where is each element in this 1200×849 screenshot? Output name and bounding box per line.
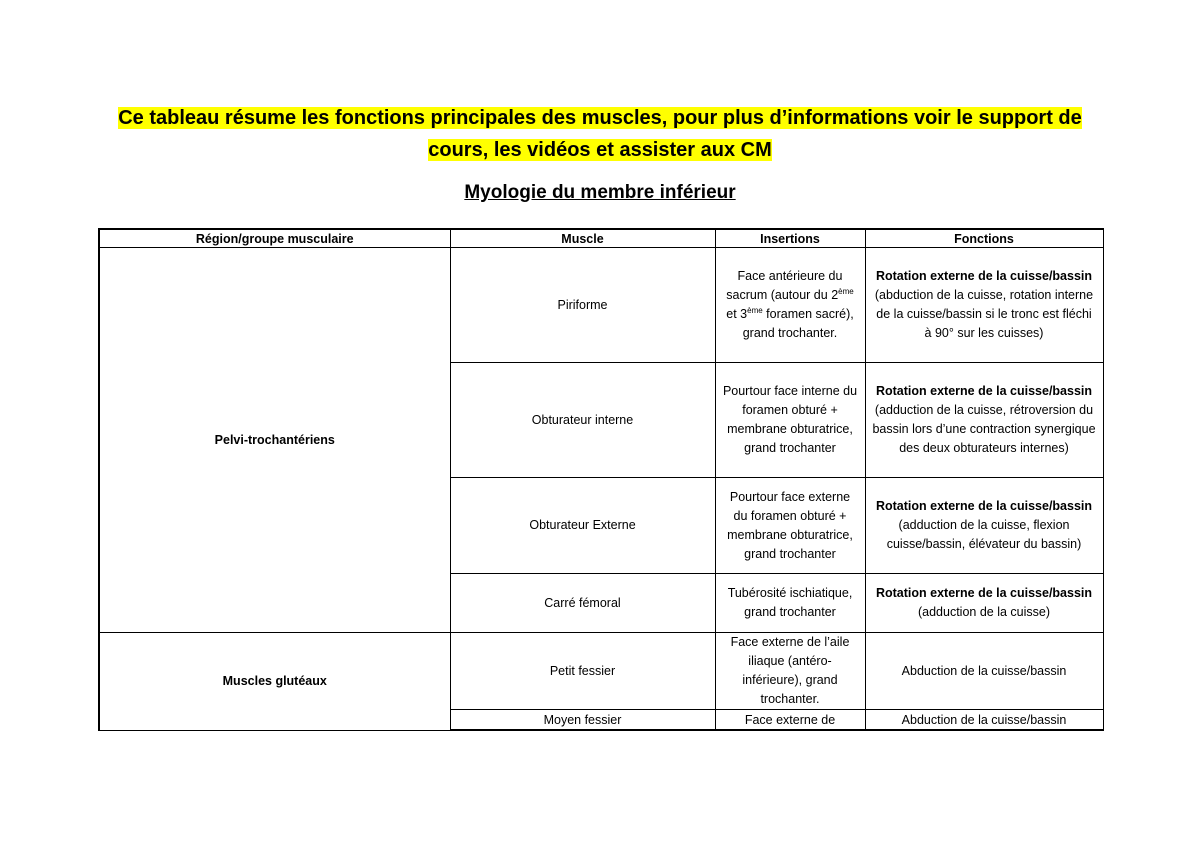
muscle-cell: Carré fémoral xyxy=(450,574,715,633)
fonction-title: Rotation externe de la cuisse/bassin xyxy=(875,586,1093,600)
fonction-cell xyxy=(865,574,1103,633)
region-cell: Muscles glutéaux xyxy=(99,633,450,731)
fonction-cell: Abduction de la cuisse/bassin xyxy=(865,710,1103,731)
insertions-cell: Tubérosité ischiatique, grand trochanter xyxy=(715,574,865,633)
muscle-table xyxy=(98,228,1104,731)
fonction-cell xyxy=(865,363,1103,478)
fonction-detail: (adduction de la cuisse, rétroversion du bassin lors d’une contraction synergique des deux obturateurs internes) xyxy=(872,403,1096,455)
table-row xyxy=(99,633,1103,710)
muscle-cell: Piriforme xyxy=(450,248,715,363)
insertions-text-part: et 3 xyxy=(726,307,748,321)
fonction-title: Rotation externe de la cuisse/bassin xyxy=(875,499,1093,513)
insertions-cell: Face externe de l’aile iliaque (antéro-inférieure), grand trochanter. xyxy=(715,633,865,710)
fonction-cell xyxy=(865,248,1103,363)
insertions-text-part: Face antérieure du sacrum (autour du 2 xyxy=(726,269,843,302)
table-row xyxy=(99,248,1103,363)
insertions-cell xyxy=(715,248,865,363)
muscle-cell: Obturateur interne xyxy=(450,363,715,478)
insertions-cell: Pourtour face interne du foramen obturé + membrane obturatrice, grand trochanter xyxy=(715,363,865,478)
page-title: Myologie du membre inférieur xyxy=(464,182,736,203)
muscle-cell: Obturateur Externe xyxy=(450,478,715,574)
superscript: ème xyxy=(838,286,854,296)
superscript: ème xyxy=(747,305,763,315)
intro-line-2: cours, les vidéos et assister aux CM xyxy=(428,139,772,161)
region-cell: Pelvi-trochantériens xyxy=(99,248,450,633)
insertions-text-part: foramen sacré), grand trochanter. xyxy=(742,307,854,340)
fonction-detail: (adduction de la cuisse, flexion cuisse/bassin, élévateur du bassin) xyxy=(886,518,1082,551)
table-header-row xyxy=(99,229,1103,248)
fonction-title: Rotation externe de la cuisse/bassin xyxy=(875,384,1093,398)
fonction-detail: (abduction de la cuisse, rotation interne de la cuisse/bassin si le tronc est fléchi à 90° sur les cuisses) xyxy=(874,288,1094,340)
fonction-title: Rotation externe de la cuisse/bassin xyxy=(875,269,1093,283)
fonction-cell xyxy=(865,478,1103,574)
muscle-cell: Petit fessier xyxy=(450,633,715,710)
header-insertions: Insertions xyxy=(715,229,865,248)
header-fonctions: Fonctions xyxy=(865,229,1103,248)
header-muscle: Muscle xyxy=(450,229,715,248)
insertions-cell: Face externe de xyxy=(715,710,865,731)
insertions-cell: Pourtour face externe du foramen obturé + membrane obturatrice, grand trochanter xyxy=(715,478,865,574)
intro-note xyxy=(100,102,1100,166)
muscle-cell: Moyen fessier xyxy=(450,710,715,731)
header-region: Région/groupe musculaire xyxy=(99,229,450,248)
intro-line-1: Ce tableau résume les fonctions principales des muscles, pour plus d’informations voir le support de xyxy=(118,107,1082,129)
fonction-cell: Abduction de la cuisse/bassin xyxy=(865,633,1103,710)
fonction-detail: (adduction de la cuisse) xyxy=(917,605,1051,619)
